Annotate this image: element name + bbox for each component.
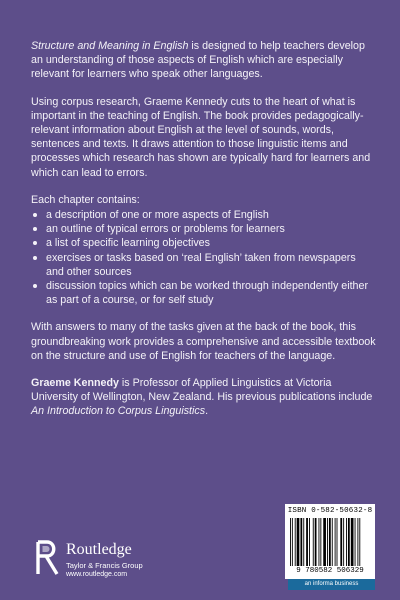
list-item: a description of one or more aspects of English [31,208,376,222]
author-bio-text: is Professor of Applied Linguistics at Victoria University of Wellington, New Zealand. His previous publications include [31,377,373,404]
blurb-paragraph-research: Using corpus research, Graeme Kennedy cuts to the heart of what is important in the teaching of English. The book provides pedagogically-relevant information about English at the level of sounds, words, sentences and texts. It draws attention to those linguistic items and processes which research has shown are typically hard for learners and which can lead to errors. [31,95,371,179]
previous-book-title: An Introduction to Corpus Linguistics [31,405,206,418]
barcode-icon [287,518,373,568]
isbn-label: ISBN 0-582-50632-8 [287,507,373,515]
list-item: an outline of typical errors or problems for learners [31,222,376,236]
barcode-digits: 9 780582 506329 [296,567,364,575]
list-item: a list of specific learning objectives [31,236,376,250]
routledge-r-icon [36,540,60,576]
chapter-contents-heading: Each chapter contains: [31,193,140,206]
blurb [31,39,376,432]
barcode-panel [285,504,375,579]
blurb-paragraph-answers: With answers to many of the tasks given at the back of the book, this groundbreaking work provides a comprehensive and accessible textbook on the structure and use of English for teachers of the language. [31,321,376,362]
author-bio-end: . [205,405,209,418]
list-item: discussion topics which can be worked through independently either as part of a course, or for self study [31,279,376,307]
informa-business-badge: an informa business [288,579,375,590]
blurb-paragraph-intro [31,39,376,82]
author-bio [31,376,376,419]
list-item: exercises or tasks based on ‘real English’ taken from newspapers and other sources [31,251,376,279]
publisher-logo [36,540,236,590]
publisher-url: www.routledge.com [66,571,128,578]
book-title: Structure and Meaning in English [31,40,189,52]
blurb-intro-text: is designed to help teachers develop an understanding of those aspects of English which are especially relevant for learners who speak other languages. [31,40,365,81]
publisher-name: Routledge [66,541,132,558]
publisher-group: Taylor & Francis Group [66,561,143,570]
author-name: Graeme Kennedy [31,377,119,390]
chapter-contents-list [31,208,376,307]
